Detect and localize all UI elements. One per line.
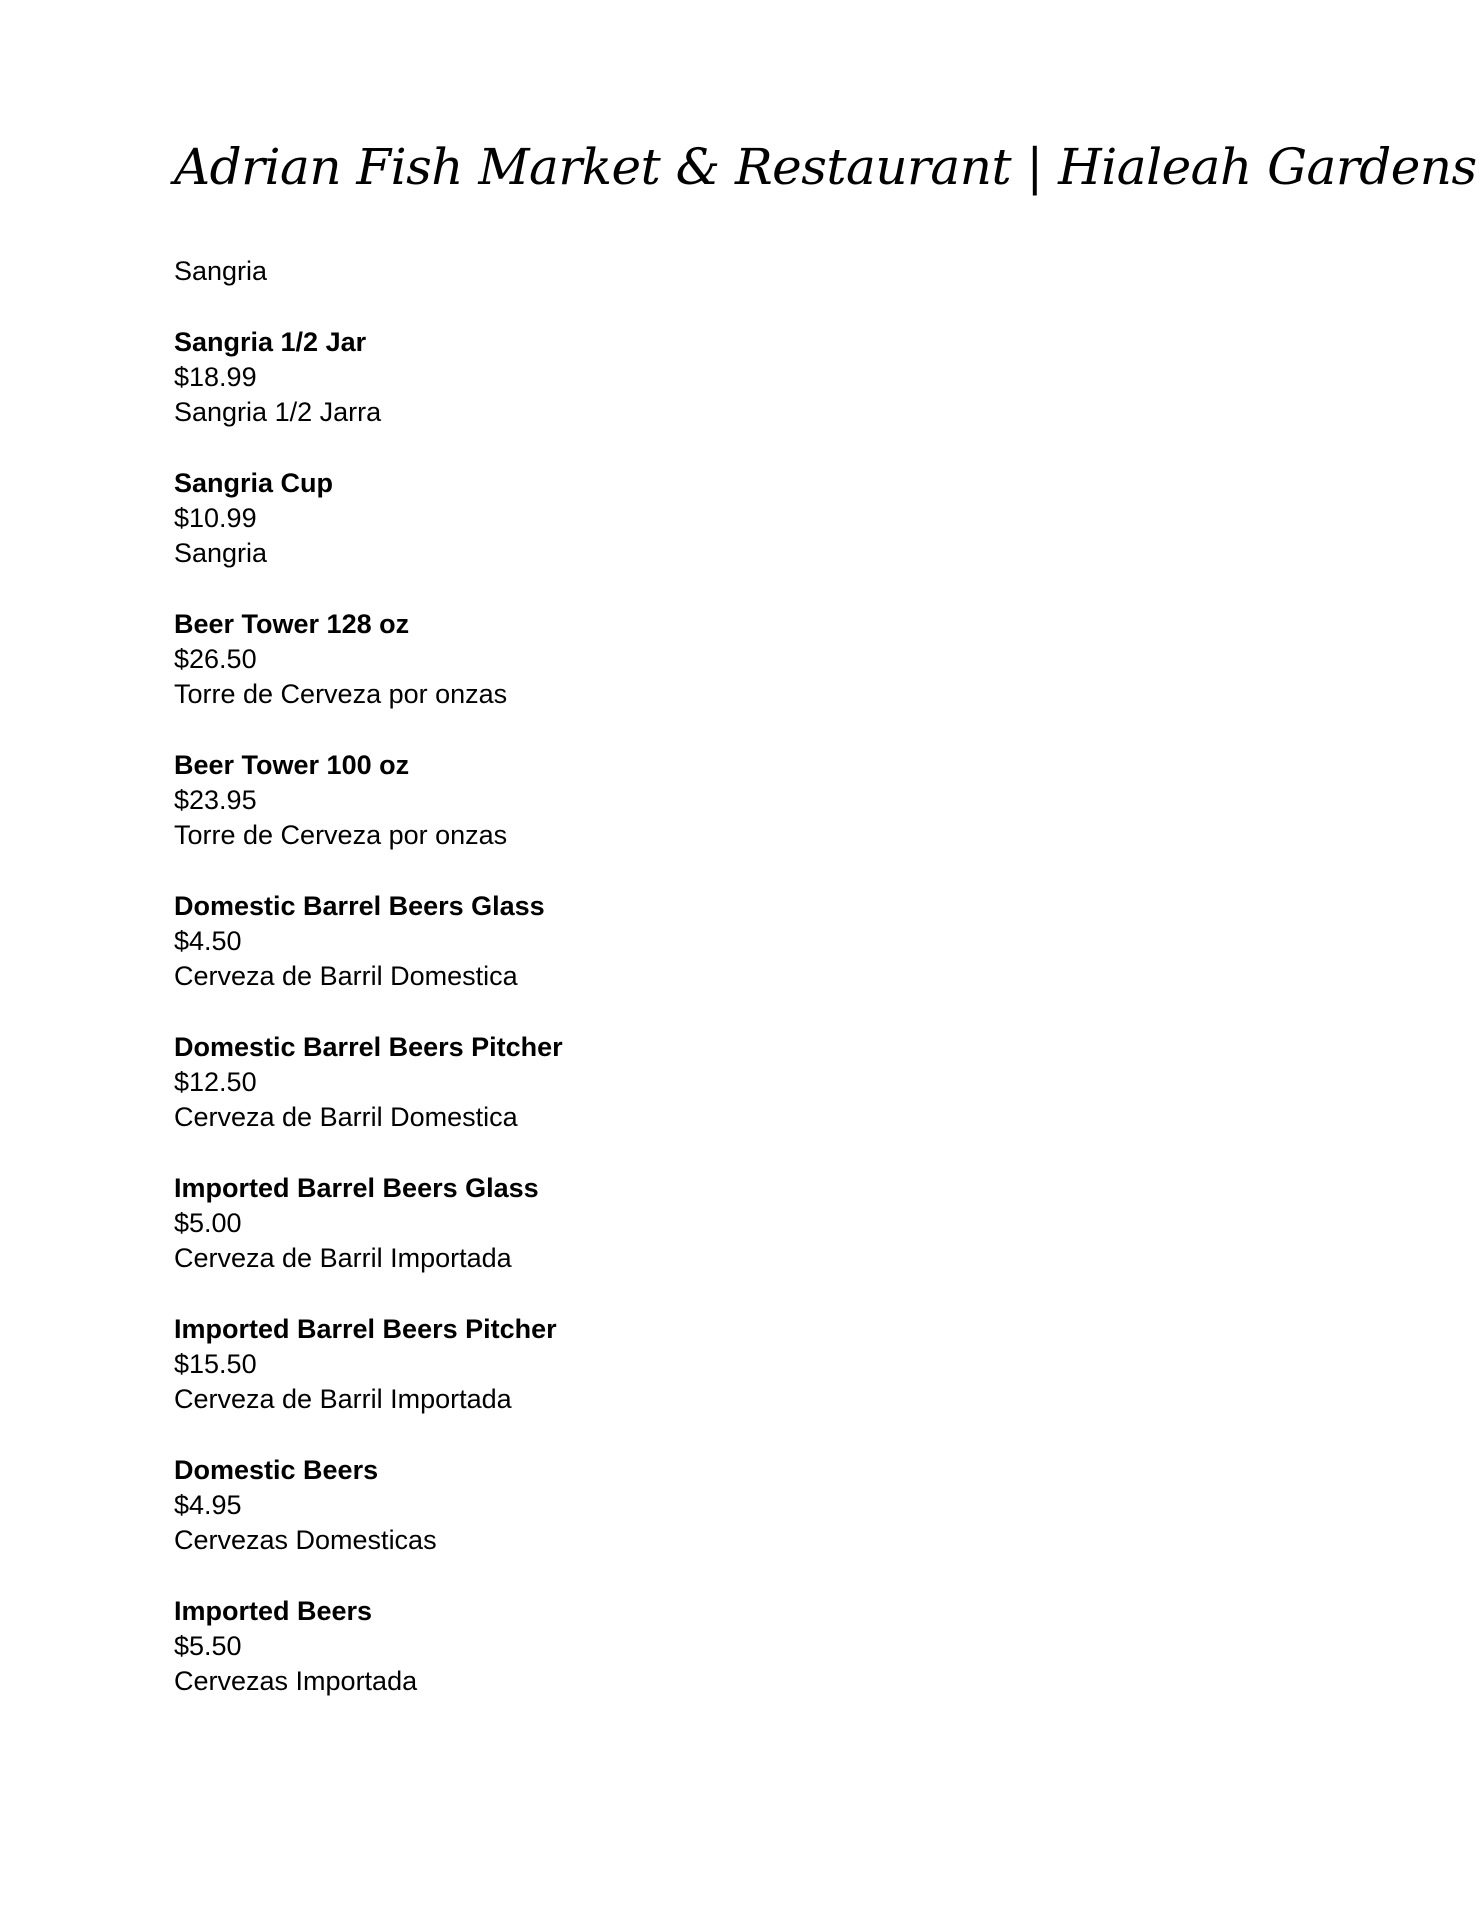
menu-item-name: Imported Barrel Beers Pitcher [174, 1314, 557, 1344]
menu-item-name: Beer Tower 128 oz [174, 609, 410, 639]
menu-item [174, 325, 1374, 430]
menu-item [174, 889, 1374, 994]
menu-item [174, 1312, 1374, 1417]
menu-item-price: $5.50 [174, 1631, 242, 1661]
menu-item-price: $26.50 [174, 644, 257, 674]
menu-item-description: Cervezas Importada [174, 1666, 418, 1696]
menu-item-description: Cerveza de Barril Domestica [174, 961, 518, 991]
menu-item-description: Sangria 1/2 Jarra [174, 397, 382, 427]
menu-item-name: Domestic Barrel Beers Glass [174, 891, 545, 921]
menu-item [174, 1594, 1374, 1699]
menu-item-price: $5.00 [174, 1208, 242, 1238]
menu-item [174, 466, 1374, 571]
menu-item-price: $10.99 [174, 503, 257, 533]
menu-item-price: $12.50 [174, 1067, 257, 1097]
menu-item-price: $4.50 [174, 926, 242, 956]
menu-item [174, 1030, 1374, 1135]
menu-item-name: Sangria 1/2 Jar [174, 327, 367, 357]
menu-item-name: Domestic Barrel Beers Pitcher [174, 1032, 563, 1062]
menu-item-description: Torre de Cerveza por onzas [174, 820, 508, 850]
menu-item-price: $18.99 [174, 362, 257, 392]
menu-item-name: Domestic Beers [174, 1455, 379, 1485]
menu-item-name: Imported Beers [174, 1596, 373, 1626]
menu-item [174, 607, 1374, 712]
menu-item-description: Sangria [174, 538, 268, 568]
menu-item [174, 1171, 1374, 1276]
menu-item-description: Torre de Cerveza por onzas [174, 679, 508, 709]
section-heading: Sangria [174, 256, 268, 286]
menu-item-name: Beer Tower 100 oz [174, 750, 410, 780]
page-title: Adrian Fish Market & Restaurant | Hialeah Gardens [174, 138, 1477, 196]
menu-item-price: $15.50 [174, 1349, 257, 1379]
menu-item-name: Sangria Cup [174, 468, 334, 498]
menu-list [174, 325, 1374, 1699]
menu-item-name: Imported Barrel Beers Glass [174, 1173, 539, 1203]
document-page [174, 132, 1477, 1699]
menu-item-description: Cerveza de Barril Domestica [174, 1102, 518, 1132]
menu-item [174, 748, 1374, 853]
menu-item [174, 1453, 1374, 1558]
menu-item-price: $4.95 [174, 1490, 242, 1520]
menu-item-description: Cerveza de Barril Importada [174, 1384, 512, 1414]
menu-item-price: $23.95 [174, 785, 257, 815]
menu-item-description: Cervezas Domesticas [174, 1525, 437, 1555]
menu-item-description: Cerveza de Barril Importada [174, 1243, 512, 1273]
